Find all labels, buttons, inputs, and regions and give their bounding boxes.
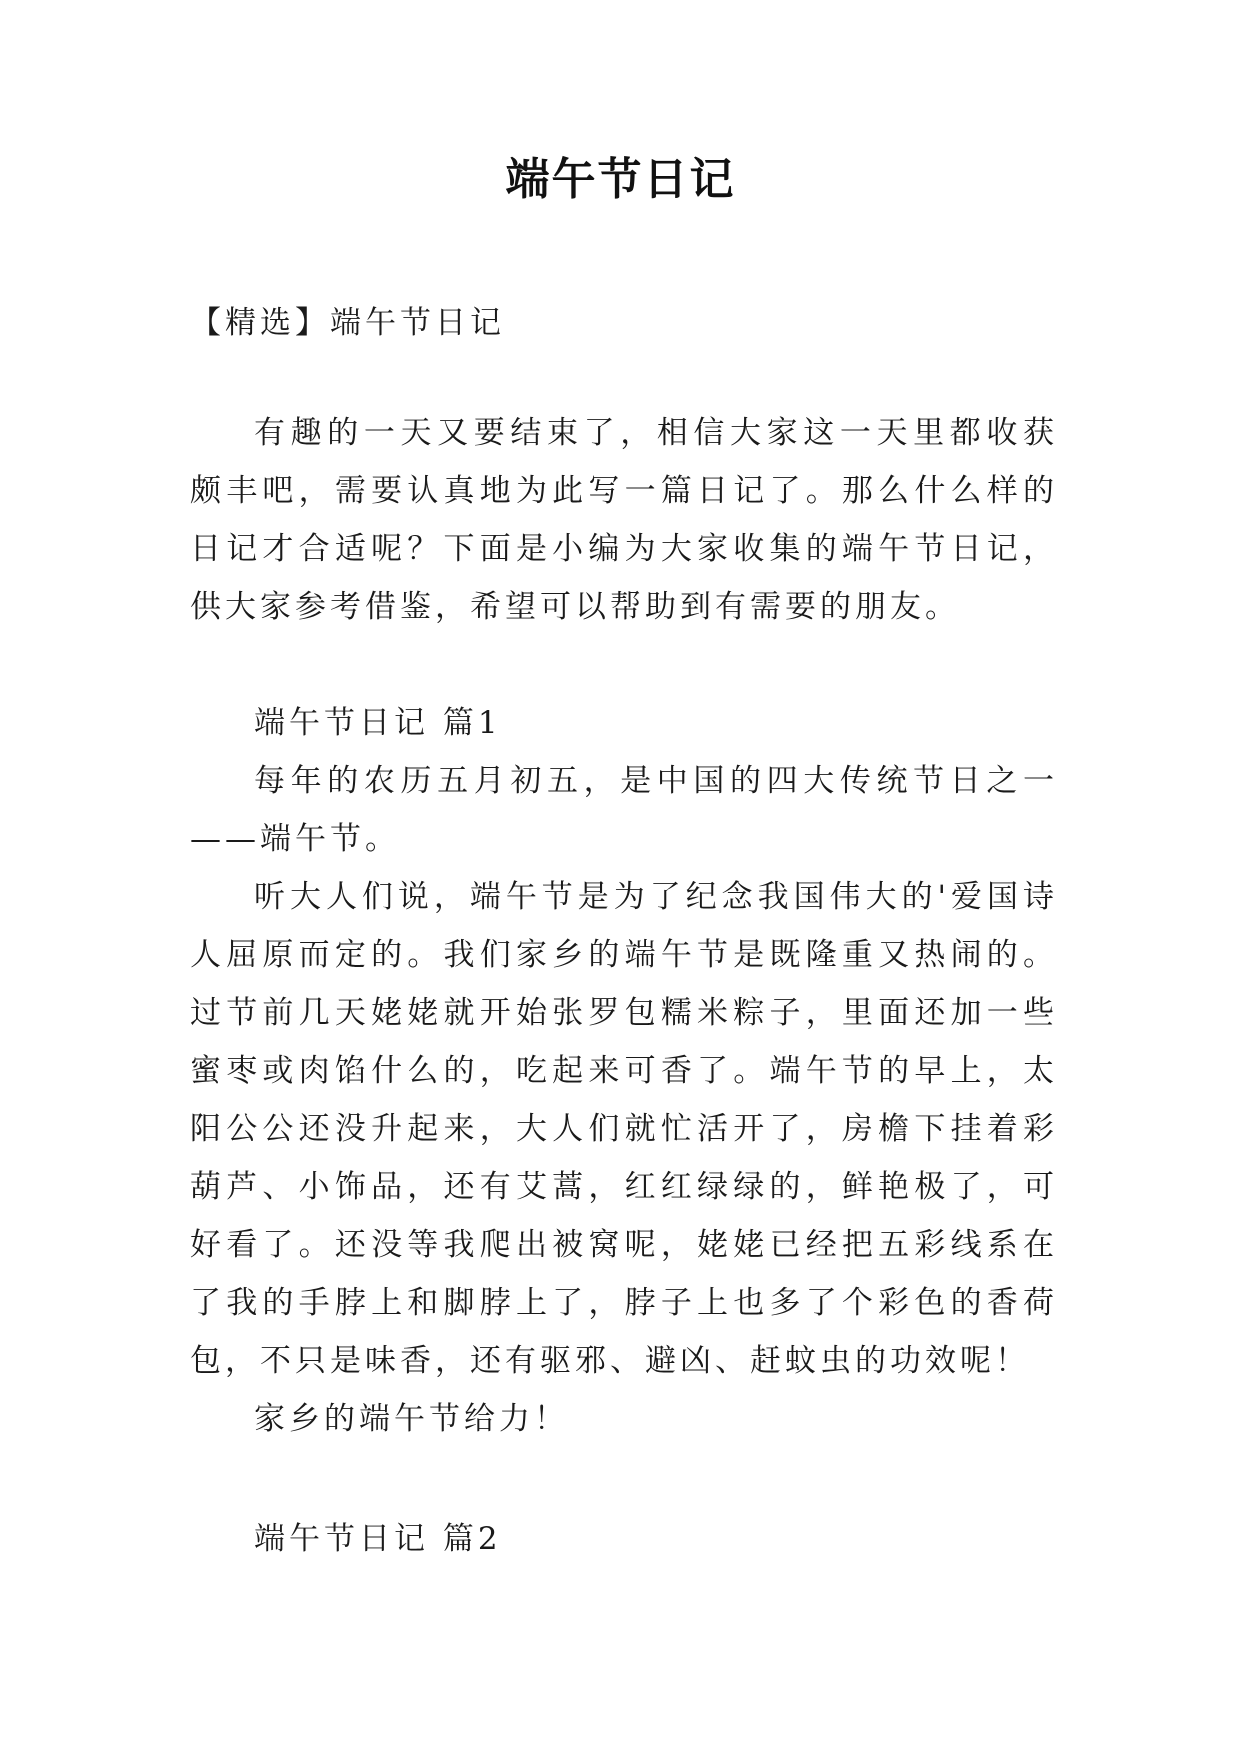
document-subtitle-block [190,294,1058,352]
document-subtitle: 【精选】端午节日记 [190,305,505,341]
section-paragraph: 家乡的端午节给力！ [254,1401,569,1437]
document-title: 端午节日记 [505,154,736,205]
section-1 [190,694,1058,1448]
intro-paragraph: 有趣的一天又要结束了，相信大家这一天里都收获颇丰吧，需要认真地为此写一篇日记了。那么什么样的日记才合适呢？下面是小编为大家收集的端午节日记，供大家参考借鉴，希望可以帮助到有需要的朋友。 [190,415,1058,625]
intro-block [190,404,1058,636]
section-paragraph: 每年的农历五月初五，是中国的四大传统节日之一——端午节。 [190,763,1058,857]
section-heading: 端午节日记 篇1 [254,705,502,741]
section-paragraph: 听大人们说，端午节是为了纪念我国伟大的'爱国诗人屈原而定的。我们家乡的端午节是既隆重又热闹的。过节前几天姥姥就开始张罗包糯米粽子，里面还加一些蜜枣或肉馅什么的，吃起来可香了。端午节的早上，太阳公公还没升起来，大人们就忙活开了，房檐下挂着彩葫芦、小饰品，还有艾蒿，红红绿绿的，鲜艳极了，可好看了。还没等我爬出被窝呢，姥姥已经把五彩线系在了我的手脖上和脚脖上了，脖子上也多了个彩色的香荷包，不只是味香，还有驱邪、避凶、赶蚊虫的功效呢！ [190,879,1058,1379]
section-2 [190,1510,1058,1568]
section-heading: 端午节日记 篇2 [254,1521,502,1557]
